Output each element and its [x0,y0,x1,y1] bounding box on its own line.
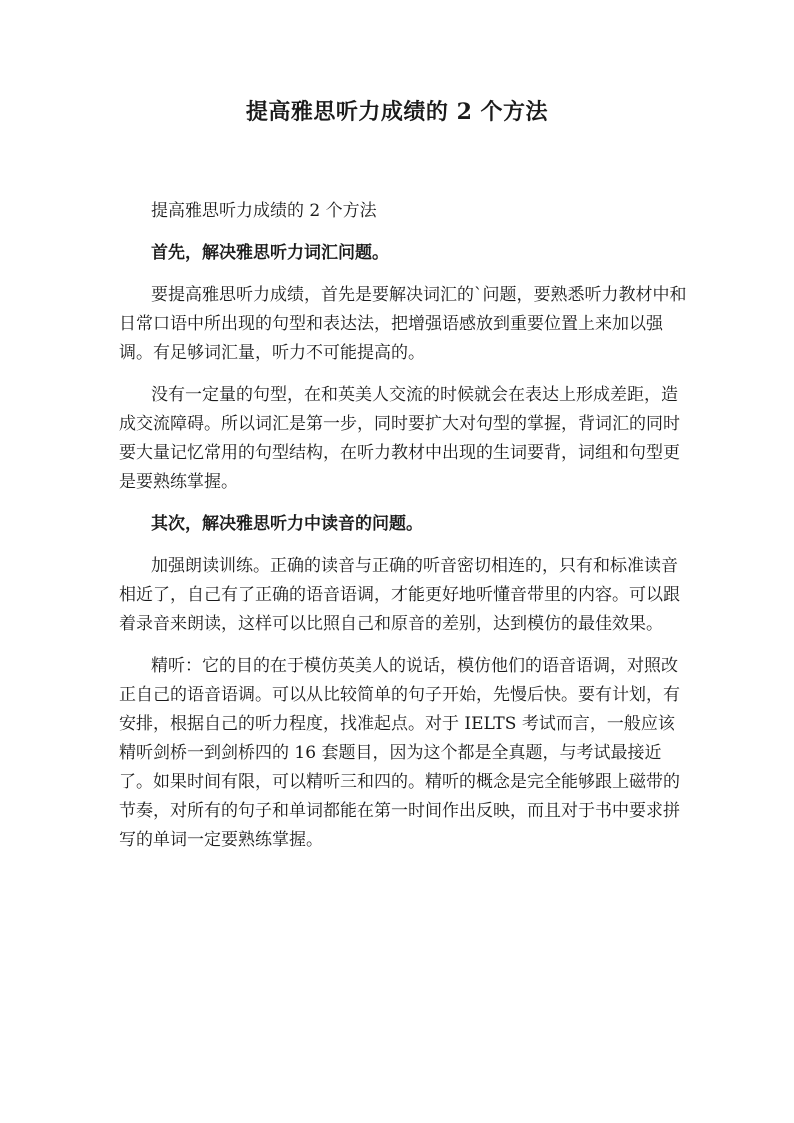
document-title: 提高雅思听力成绩的 2 个方法 [245,99,549,125]
document-body [119,197,689,868]
section-heading-vocabulary: 首先，解决雅思听力词汇问题。 [151,243,389,263]
section-heading-pronunciation: 其次，解决雅思听力中读音的问题。 [151,514,423,534]
paragraph-sentence-patterns: 没有一定量的句型，在和英美人交流的时候就会在表达上形成差距，造成交流障碍。所以词汇是第一步，同时要扩大对句型的掌握，背词汇的同时要大量记忆常用的句型结构，在听力教材中出现的生词要背，词组和句型更是要熟练掌握。 [119,385,680,492]
paragraph-reading-aloud: 加强朗读训练。正确的读音与正确的听音密切相连的，只有和标准读音相近了，自己有了正确的语音语调，才能更好地听懂音带里的内容。可以跟着录音来朗读，这样可以比照自己和原音的差别，达到模仿的最佳效果。 [119,556,680,634]
subtitle: 提高雅思听力成绩的 2 个方法 [151,201,377,221]
paragraph-intensive-listening: 精听：它的目的在于模仿英美人的说话，模仿他们的语音语调，对照改正自己的语音语调。可以从比较简单的句子开始，先慢后快。要有计划，有安排，根据自己的听力程度，找准起点。对于 IELTS 考试而言，一般应该精听剑桥一到剑桥四的 16 套题目，因为这个都是全真题，与考试最接近了。如果时间有限，可以精听三和四的。精听的概念是完全能够跟上磁带的节奏，对所有的句子和单词都能在第一时间作出反映，而且对于书中要求拼写的单词一定要熟练掌握。 [119,656,680,850]
paragraph-vocabulary: 要提高雅思听力成绩，首先是要解决词汇的`问题，要熟悉听力教材中和日常口语中所出现的句型和表达法，把增强语感放到重要位置上来加以强调。有足够词汇量，听力不可能提高的。 [119,285,687,363]
